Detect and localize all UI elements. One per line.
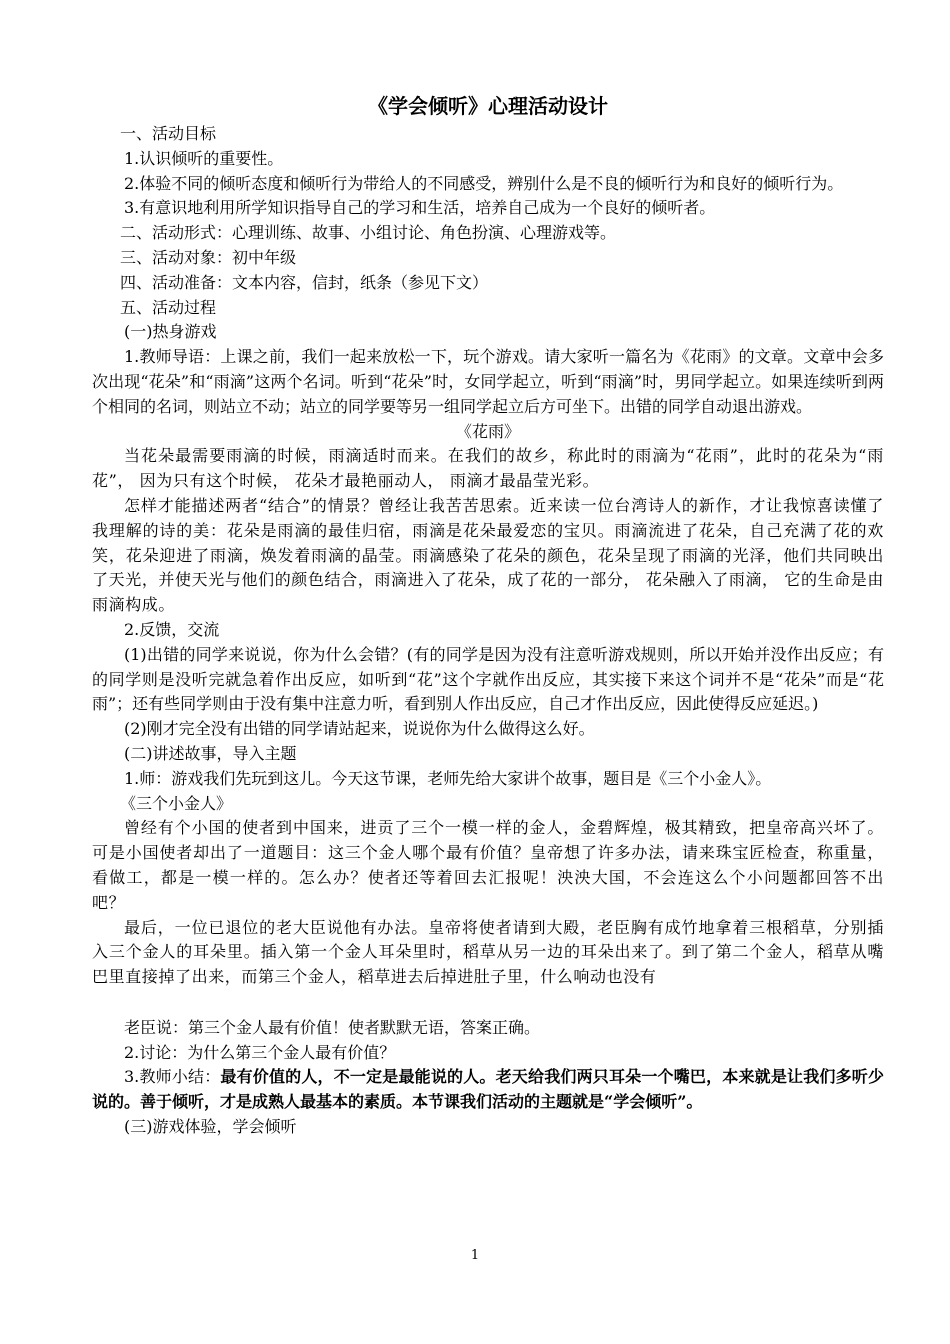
poem-paragraph: 当花朵最需要雨滴的时候，雨滴适时而来。在我们的故乡，称此时的雨滴为“花雨”，此时的花朵为“雨花”， 因为只有这个时候， 花朵才最艳丽动人， 雨滴才最晶莹光彩。	[92, 446, 884, 491]
blank-line	[92, 990, 884, 1016]
section-heading-form: 二、活动形式：心理训练、故事、小组讨论、角色扮演、心理游戏等。	[120, 223, 617, 243]
paragraph: (1)出错的同学来说说，你为什么会错？(有的同学是因为没有注意听游戏规则，所以开始并没作出反应；有的同学则是没听完就急着作出反应，如听到“花”这个字就作出反应，其实接下来这个词并不是“花朵”而是“花雨”；还有些同学则由于没有集中注意力听，看到别人作出反应，自己才作出反应，因此使得反应延迟。)	[92, 644, 884, 714]
subsection-heading: (二)讲述故事，导入主题	[124, 743, 297, 763]
subsection-heading: (一)热身游戏	[124, 322, 217, 342]
paragraph: 老臣说：第三个金人最有价值！使者默默无语，答案正确。	[124, 1017, 541, 1037]
paragraph: 3.有意识地利用所学知识指导自己的学习和生活，培养自己成为一个良好的倾听者。	[124, 198, 716, 218]
section-heading-preparation: 四、活动准备：文本内容，信封，纸条（参见下文）	[120, 272, 489, 292]
section-heading-process: 五、活动过程	[120, 297, 217, 317]
paragraph: 2.体验不同的倾听态度和倾听行为带给人的不同感受，辨别什么是不良的倾听行为和良好的倾听行为。	[124, 173, 844, 193]
document-body	[92, 92, 884, 1140]
document-title: 《学会倾听》心理活动设计	[368, 94, 608, 118]
paragraph: 2.讨论：为什么第三个金人最有价值？	[124, 1042, 396, 1062]
section-heading-audience: 三、活动对象：初中年级	[120, 247, 297, 267]
paragraph: 1.师：游戏我们先玩到这儿。今天这节课，老师先给大家讲个故事，题目是《三个小金人》。	[124, 768, 772, 788]
paragraph: (2)刚才完全没有出错的同学请站起来，说说你为什么做得这么好。	[124, 719, 595, 739]
paragraph: 2.反馈，交流	[124, 619, 220, 639]
story-title: 《三个小金人》	[120, 793, 233, 813]
page-number: 1	[470, 1248, 480, 1263]
story-paragraph: 最后，一位已退位的老大臣说他有办法。皇帝将使者请到大殿，老臣胸有成竹地拿着三根稻草，分别插入三个金人的耳朵里。插入第一个金人耳朵里时，稻草从另一边的耳朵出来了。到了第二个金人，稻草从嘴巴里直接掉了出来，而第三个金人，稻草进去后掉进肚子里，什么响动也没有	[92, 917, 884, 987]
subsection-heading: (三)游戏体验，学会倾听	[124, 1117, 297, 1137]
summary-bold-text: 最有价值的人，不一定是最能说的人。老天给我们两只耳朵一个嘴巴，本来就是让我们多听少说的。善于倾听，才是成熟人最基本的素质。本节课我们活动的主题就是“学会倾听”。	[92, 1067, 884, 1112]
summary-prefix: 3.教师小结：	[124, 1067, 221, 1087]
poem-title: 《花雨》	[455, 421, 520, 441]
paragraph: 1.教师导语：上课之前，我们一起来放松一下，玩个游戏。请大家听一篇名为《花雨》的文章。文章中会多次出现“花朵”和“雨滴”这两个名词。听到“花朵”时，女同学起立，听到“雨滴”时，男同学起立。如果连续听到两个相同的名词，则站立不动；站立的同学要等另一组同学起立后方可坐下。出错的同学自动退出游戏。	[92, 347, 884, 416]
summary-paragraph	[92, 1065, 884, 1115]
story-paragraph: 曾经有个小国的使者到中国来，进贡了三个一模一样的金人，金碧辉煌，极其精致，把皇帝高兴坏了。可是小国使者却出了一道题目：这三个金人哪个最有价值？皇帝想了许多办法，请来珠宝匠检查，称重量，看做工，都是一模一样的。怎么办？使者还等着回去汇报呢！泱泱大国，不会连这么个小问题都回答不出吧？	[92, 818, 884, 912]
section-heading-goals: 一、活动目标	[120, 124, 217, 143]
paragraph: 1.认识倾听的重要性。	[124, 148, 284, 168]
poem-paragraph: 怎样才能描述两者“结合”的情景？曾经让我苦苦思索。近来读一位台湾诗人的新作，才让我惊喜读懂了我理解的诗的美：花朵是雨滴的最佳归宿，雨滴是花朵最爱恋的宝贝。雨滴流进了花朵，自己充满了花的欢笑，花朵迎进了雨滴，焕发着雨滴的晶莹。雨滴感染了花朵的颜色，花朵呈现了雨滴的光泽，他们共同映出了天光，并使天光与他们的颜色结合，雨滴进入了花朵，成了花的一部分， 花朵融入了雨滴， 它的生命是由雨滴构成。	[92, 495, 884, 615]
